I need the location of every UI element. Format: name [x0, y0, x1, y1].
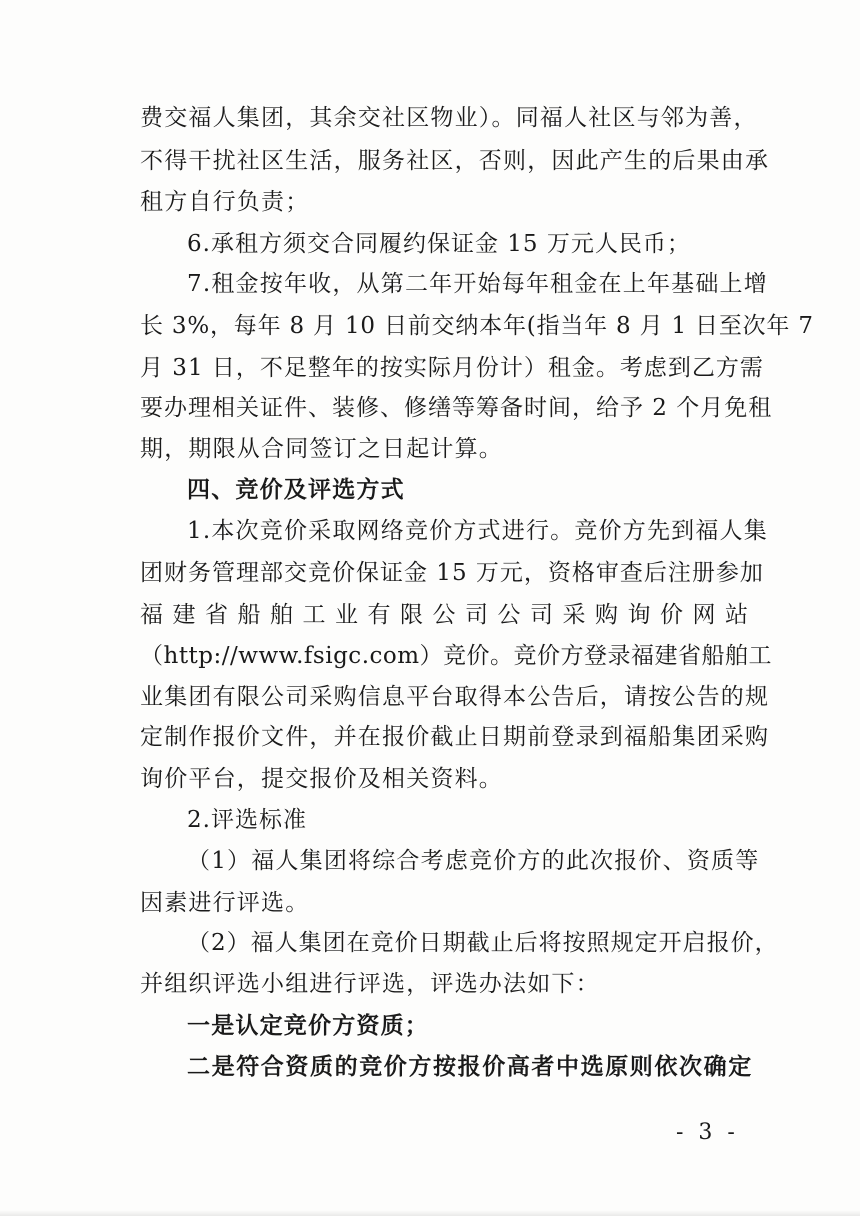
body-line-11: 1.本次竞价采取网络竞价方式进行。竞价方先到福人集: [187, 518, 768, 544]
body-line-15: 业集团有限公司采购信息平台取得本公告后，请按公告的规: [140, 684, 770, 710]
body-line-19: （1）福人集团将综合考虑竞价方的此次报价、资质等: [187, 848, 760, 874]
body-line-2: 不得干扰社区生活，服务社区，否则，因此产生的后果由承: [140, 148, 770, 174]
criteria-item-2: 二是符合资质的竞价方按报价高者中选原则依次确定: [187, 1054, 753, 1080]
body-line-22: 并组织评选小组进行评选，评选办法如下：: [140, 971, 600, 997]
body-line-1: 费交福人集团，其余交社区物业）。同福人社区与邻为善，: [140, 105, 758, 131]
body-line-21: （2）福人集团在竞价日期截止后将按照规定开启报价，: [187, 930, 779, 956]
body-line-9: 期，期限从合同签订之日起计算。: [140, 436, 503, 462]
page-number: - 3 -: [676, 1120, 739, 1145]
body-line-14: （http://www.fsigc.com）竞价。竞价方登录福建省船舶工: [140, 643, 773, 669]
body-line-12: 团财务管理部交竞价保证金 15 万元，资格审查后注册参加: [140, 560, 764, 586]
body-line-3: 租方自行负责；: [140, 189, 310, 215]
body-line-13: 福建省船舶工业有限公司公司采购询价网站: [140, 602, 758, 628]
body-line-8: 要办理相关证件、装修、修缮等筹备时间，给予 2 个月免租: [140, 395, 773, 421]
body-line-20: 因素进行评选。: [140, 890, 310, 916]
section-heading: 四、竞价及评选方式: [187, 477, 405, 503]
body-line-7: 月 31 日，不足整年的按实际月份计）租金。考虑到乙方需: [140, 355, 764, 381]
scan-edge: [0, 1210, 860, 1216]
body-line-17: 询价平台，提交报价及相关资料。: [140, 766, 503, 792]
body-line-16: 定制作报价文件，并在报价截止日期前登录到福船集团采购: [140, 724, 770, 750]
body-line-5: 7.租金按年收，从第二年开始每年租金在上年基础上增: [187, 271, 768, 297]
body-line-4: 6.承租方须交合同履约保证金 15 万元人民币；: [187, 231, 691, 257]
body-line-6: 长 3%，每年 8 月 10 日前交纳本年(指当年 8 月 1 日至次年 7: [140, 313, 814, 339]
criteria-item-1: 一是认定竞价方资质；: [187, 1013, 429, 1039]
body-line-18: 2.评选标准: [187, 807, 307, 833]
